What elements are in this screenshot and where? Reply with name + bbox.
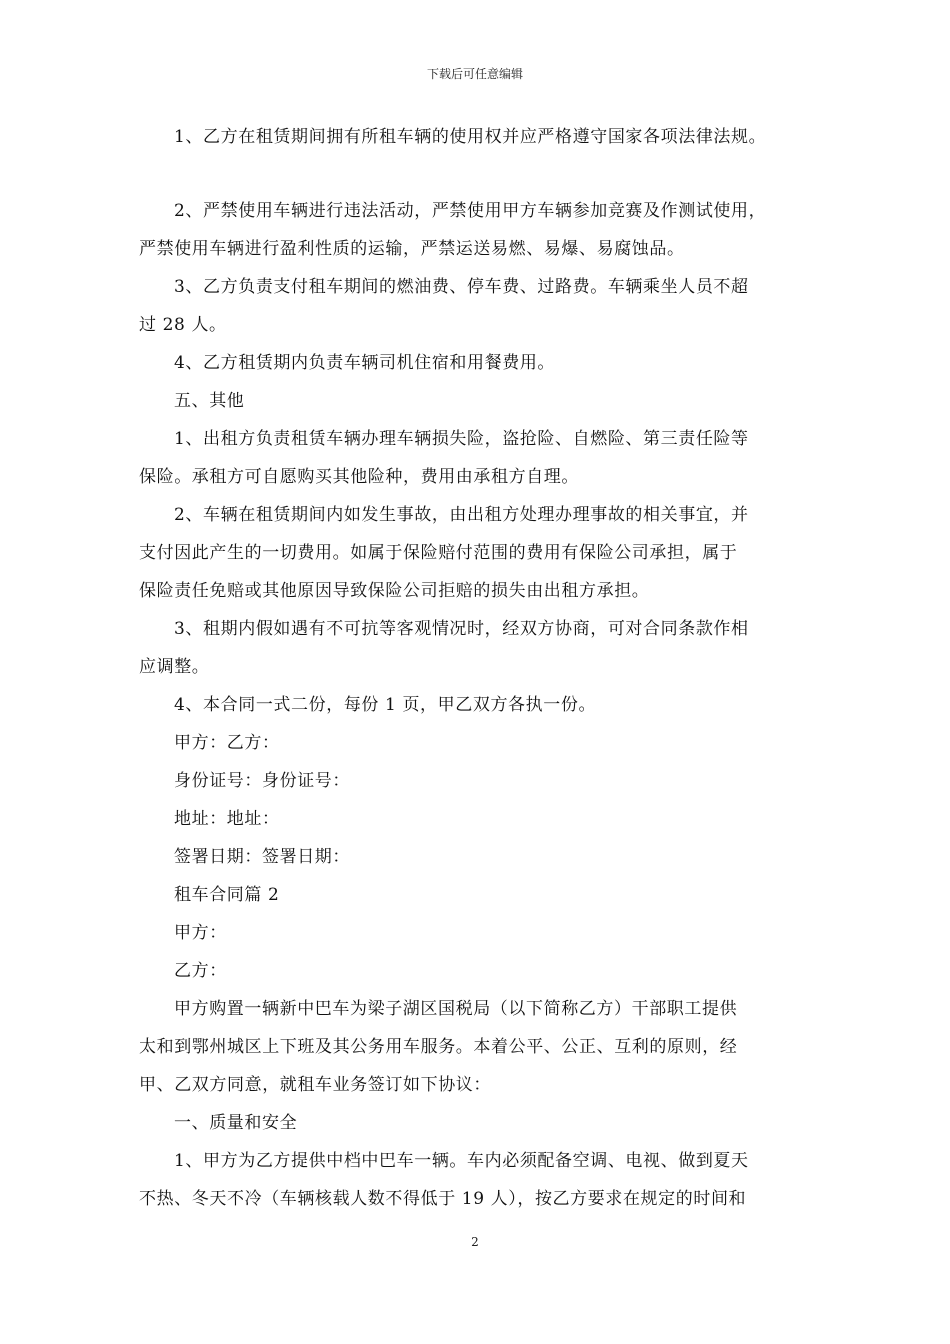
paragraph-line: 太和到鄂州城区上下班及其公务用车服务。本着公平、公正、互利的原则，经 xyxy=(139,1037,738,1057)
paragraph-line: 租车合同篇 2 xyxy=(174,885,280,905)
paragraph-line: 2、严禁使用车辆进行违法活动，严禁使用甲方车辆参加竞赛及作测试使用， xyxy=(174,201,767,221)
paragraph-gap xyxy=(139,156,811,192)
paragraph xyxy=(139,420,811,496)
document-body xyxy=(139,118,811,1218)
paragraph-line: 4、本合同一式二份，每份 1 页，甲乙双方各执一份。 xyxy=(174,695,597,715)
paragraph-line: 2、车辆在租赁期间内如发生事故，由出租方处理办理事故的相关事宜，并 xyxy=(174,505,749,525)
section-heading xyxy=(139,382,811,420)
signature-field xyxy=(139,724,811,762)
paragraph-line: 甲方购置一辆新中巴车为梁子湖区国税局（以下简称乙方）干部职工提供 xyxy=(174,999,738,1019)
section-title xyxy=(139,876,811,914)
signature-field xyxy=(139,800,811,838)
paragraph xyxy=(139,686,811,724)
paragraph-line: 不热、冬天不冷（车辆核载人数不得低于 19 人），按乙方要求在规定的时间和 xyxy=(139,1189,747,1209)
paragraph xyxy=(139,990,811,1104)
paragraph-line: 1、乙方在租赁期间拥有所租车辆的使用权并应严格遵守国家各项法律法规。 xyxy=(174,127,767,147)
paragraph-line: 3、租期内假如遇有不可抗等客观情况时，经双方协商，可对合同条款作相 xyxy=(174,619,749,639)
paragraph xyxy=(139,496,811,610)
paragraph-line: 支付因此产生的一切费用。如属于保险赔付范围的费用有保险公司承担，属于 xyxy=(139,543,738,563)
paragraph-line: 保险。承租方可自愿购买其他险种，费用由承租方自理。 xyxy=(139,467,579,487)
paragraph-line: 身份证号：身份证号： xyxy=(174,771,350,791)
paragraph-line: 五、其他 xyxy=(174,391,245,411)
signature-field xyxy=(139,838,811,876)
paragraph xyxy=(139,192,811,268)
paragraph-line: 严禁使用车辆进行盈利性质的运输，严禁运送易燃、易爆、易腐蚀品。 xyxy=(139,239,685,259)
page-number: 2 xyxy=(471,1235,479,1249)
paragraph-line: 过 28 人。 xyxy=(139,315,227,335)
paragraph-line: 保险责任免赔或其他原因导致保险公司拒赔的损失由出租方承担。 xyxy=(139,581,650,601)
signature-field xyxy=(139,762,811,800)
paragraph-line: 应调整。 xyxy=(139,657,210,677)
paragraph xyxy=(139,1142,811,1218)
paragraph-line: 1、甲方为乙方提供中档中巴车一辆。车内必须配备空调、电视、做到夏天 xyxy=(174,1151,749,1171)
paragraph xyxy=(139,118,811,156)
paragraph-line: 一、质量和安全 xyxy=(174,1113,298,1133)
paragraph xyxy=(139,610,811,686)
paragraph-line: 地址：地址： xyxy=(174,809,280,829)
section-heading xyxy=(139,1104,811,1142)
party-field xyxy=(139,952,811,990)
party-field xyxy=(139,914,811,952)
paragraph-line: 乙方： xyxy=(174,961,227,981)
paragraph-line: 3、乙方负责支付租车期间的燃油费、停车费、过路费。车辆乘坐人员不超 xyxy=(174,277,749,297)
paragraph-line: 甲方： xyxy=(174,923,227,943)
page-header: 下载后可任意编辑 xyxy=(426,67,523,81)
paragraph-line: 1、出租方负责租赁车辆办理车辆损失险，盗抢险、自燃险、第三责任险等 xyxy=(174,429,749,449)
paragraph-line: 签署日期：签署日期： xyxy=(174,847,350,867)
paragraph-line: 甲、乙双方同意，就租车业务签订如下协议： xyxy=(139,1075,491,1095)
paragraph xyxy=(139,268,811,344)
paragraph xyxy=(139,344,811,382)
paragraph-line: 甲方：乙方： xyxy=(174,733,280,753)
paragraph-line: 4、乙方租赁期内负责车辆司机住宿和用餐费用。 xyxy=(174,353,556,373)
